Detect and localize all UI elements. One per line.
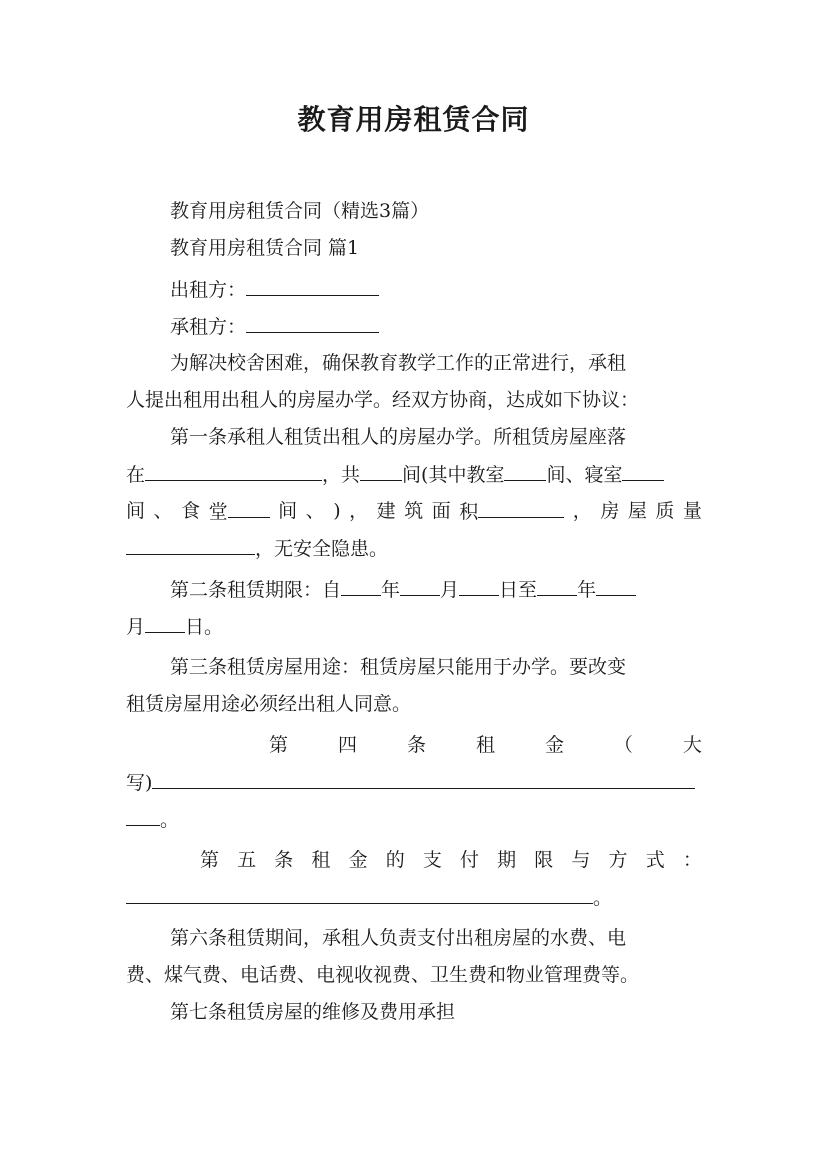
article-4-char: 条 <box>406 734 426 756</box>
article-1-char: 屋 <box>627 500 647 522</box>
article-5-char: ： <box>682 849 702 871</box>
section-heading: 教育用房租赁合同 篇1 <box>170 237 360 259</box>
start-year-blank <box>341 571 381 596</box>
article-1-char: 房 <box>600 500 620 522</box>
article-3-line-2: 租赁房屋用途必须经出租人同意。 <box>126 693 412 715</box>
preamble-line-2: 人提出租用出租人的房屋办学。经双方协商，达成如下协议： <box>126 389 640 411</box>
article-4-line-1 <box>126 727 702 764</box>
article-1-text: ，共 <box>322 464 361 486</box>
article-1-char: 量 <box>682 500 702 522</box>
article-3-line-1: 第三条租赁房屋用途：租赁房屋只能用于办学。要改变 <box>170 656 627 678</box>
article-5-char: 的 <box>385 849 405 871</box>
classrooms-blank <box>504 456 546 481</box>
article-2-line-2 <box>126 608 702 645</box>
article-4-text: 写) <box>126 772 153 794</box>
article-4-char: （ <box>613 734 633 756</box>
day-end-text: 日。 <box>185 616 224 638</box>
lessee-label: 承租方： <box>170 316 247 338</box>
year-text: 年 <box>381 579 401 601</box>
rooms-blank <box>360 456 402 481</box>
article-4-char: 第 <box>269 734 289 756</box>
article-1-line-4 <box>126 530 702 567</box>
article-5-char: 五 <box>237 849 257 871</box>
article-4-text: 。 <box>160 809 180 831</box>
article-4-char: 四 <box>337 734 357 756</box>
article-1-text: 在 <box>126 464 146 486</box>
month-text: 月 <box>440 579 460 601</box>
article-5-line-1 <box>126 842 702 879</box>
year-text: 年 <box>577 579 597 601</box>
article-4-char: 租 <box>475 734 495 756</box>
article-5-line-2 <box>126 879 702 916</box>
article-5-char: 租 <box>311 849 331 871</box>
article-7-line-1: 第七条租赁房屋的维修及费用承担 <box>170 1001 456 1023</box>
article-2-line-1 <box>126 571 702 608</box>
article-5-char: 金 <box>348 849 368 871</box>
article-1-char: 积 <box>459 501 479 523</box>
lessee-blank <box>246 308 379 333</box>
article-1-char: 、 <box>153 500 173 522</box>
article-1-char: 筑 <box>404 500 424 522</box>
article-1-char: ， <box>349 500 369 522</box>
article-5-char: 式 <box>645 849 665 871</box>
month-text: 月 <box>126 616 146 638</box>
article-1-line-3 <box>126 493 702 530</box>
article-4-char: 金 <box>544 734 564 756</box>
lessor-line <box>126 271 702 308</box>
canteen-group <box>209 493 270 530</box>
article-1-char: 面 <box>431 500 451 522</box>
article-5-char: 期 <box>497 849 517 871</box>
end-year-blank <box>537 571 577 596</box>
article-5-char: 付 <box>459 849 479 871</box>
article-1-char: ) <box>333 500 341 522</box>
article-5-char: 限 <box>534 849 554 871</box>
start-month-blank <box>400 571 440 596</box>
lessor-blank <box>246 271 379 296</box>
article-5-text: 。 <box>593 887 613 909</box>
article-1-char: 间 <box>126 500 146 522</box>
document-body <box>126 193 702 1031</box>
day-to-text: 日至 <box>499 579 538 601</box>
article-1-line-2 <box>126 456 702 493</box>
article-1-char: ， <box>572 500 592 522</box>
article-4-line-3 <box>126 801 702 838</box>
canteen-blank <box>228 493 270 518</box>
end-day-blank <box>145 608 185 633</box>
article-1-char: 堂 <box>208 501 228 523</box>
lessor-label: 出租方： <box>170 279 247 301</box>
article-1-char: 食 <box>181 500 201 522</box>
article-4-char: 大 <box>682 734 702 756</box>
document-title: 教育用房租赁合同 <box>297 103 530 136</box>
article-1-text: ，无安全隐患。 <box>255 538 389 560</box>
rent-amount-blank-cont <box>126 801 160 826</box>
article-5-char: 支 <box>422 849 442 871</box>
article-1-line-1: 第一条承租人租赁出租人的房屋办学。所租赁房屋座落 <box>170 426 627 448</box>
quality-blank <box>126 530 255 555</box>
article-2-text: 第二条租赁期限：自 <box>170 579 342 601</box>
article-4-line-2 <box>126 764 702 801</box>
article-5-char: 第 <box>200 849 220 871</box>
article-5-char: 方 <box>608 849 628 871</box>
area-blank <box>478 493 564 518</box>
article-1-text: 间(其中教室 <box>402 464 505 486</box>
article-1-char: 建 <box>376 500 396 522</box>
rent-amount-blank <box>152 764 695 789</box>
article-1-text: 间、寝室 <box>546 464 623 486</box>
article-1-char: 质 <box>655 500 675 522</box>
subtitle-line: 教育用房租赁合同（精选3篇） <box>170 200 430 222</box>
end-month-lead-blank <box>596 571 636 596</box>
payment-terms-blank <box>126 879 593 904</box>
dorms-blank <box>622 456 664 481</box>
article-1-char: 、 <box>305 500 325 522</box>
article-5-char: 与 <box>571 849 591 871</box>
article-6-line-1: 第六条租赁期间，承租人负责支付出租房屋的水费、电 <box>170 927 627 949</box>
article-5-char: 条 <box>274 849 294 871</box>
article-1-char: 间 <box>278 500 298 522</box>
area-group <box>459 493 564 530</box>
lessee-line <box>126 308 702 345</box>
article-6-line-2: 费、煤气费、电话费、电视收视费、卫生费和物业管理费等。 <box>126 964 640 986</box>
location-blank <box>145 456 322 481</box>
start-day-blank <box>459 571 499 596</box>
preamble-line-1: 为解决校舍困难，确保教育教学工作的正常进行，承租 <box>170 352 627 374</box>
